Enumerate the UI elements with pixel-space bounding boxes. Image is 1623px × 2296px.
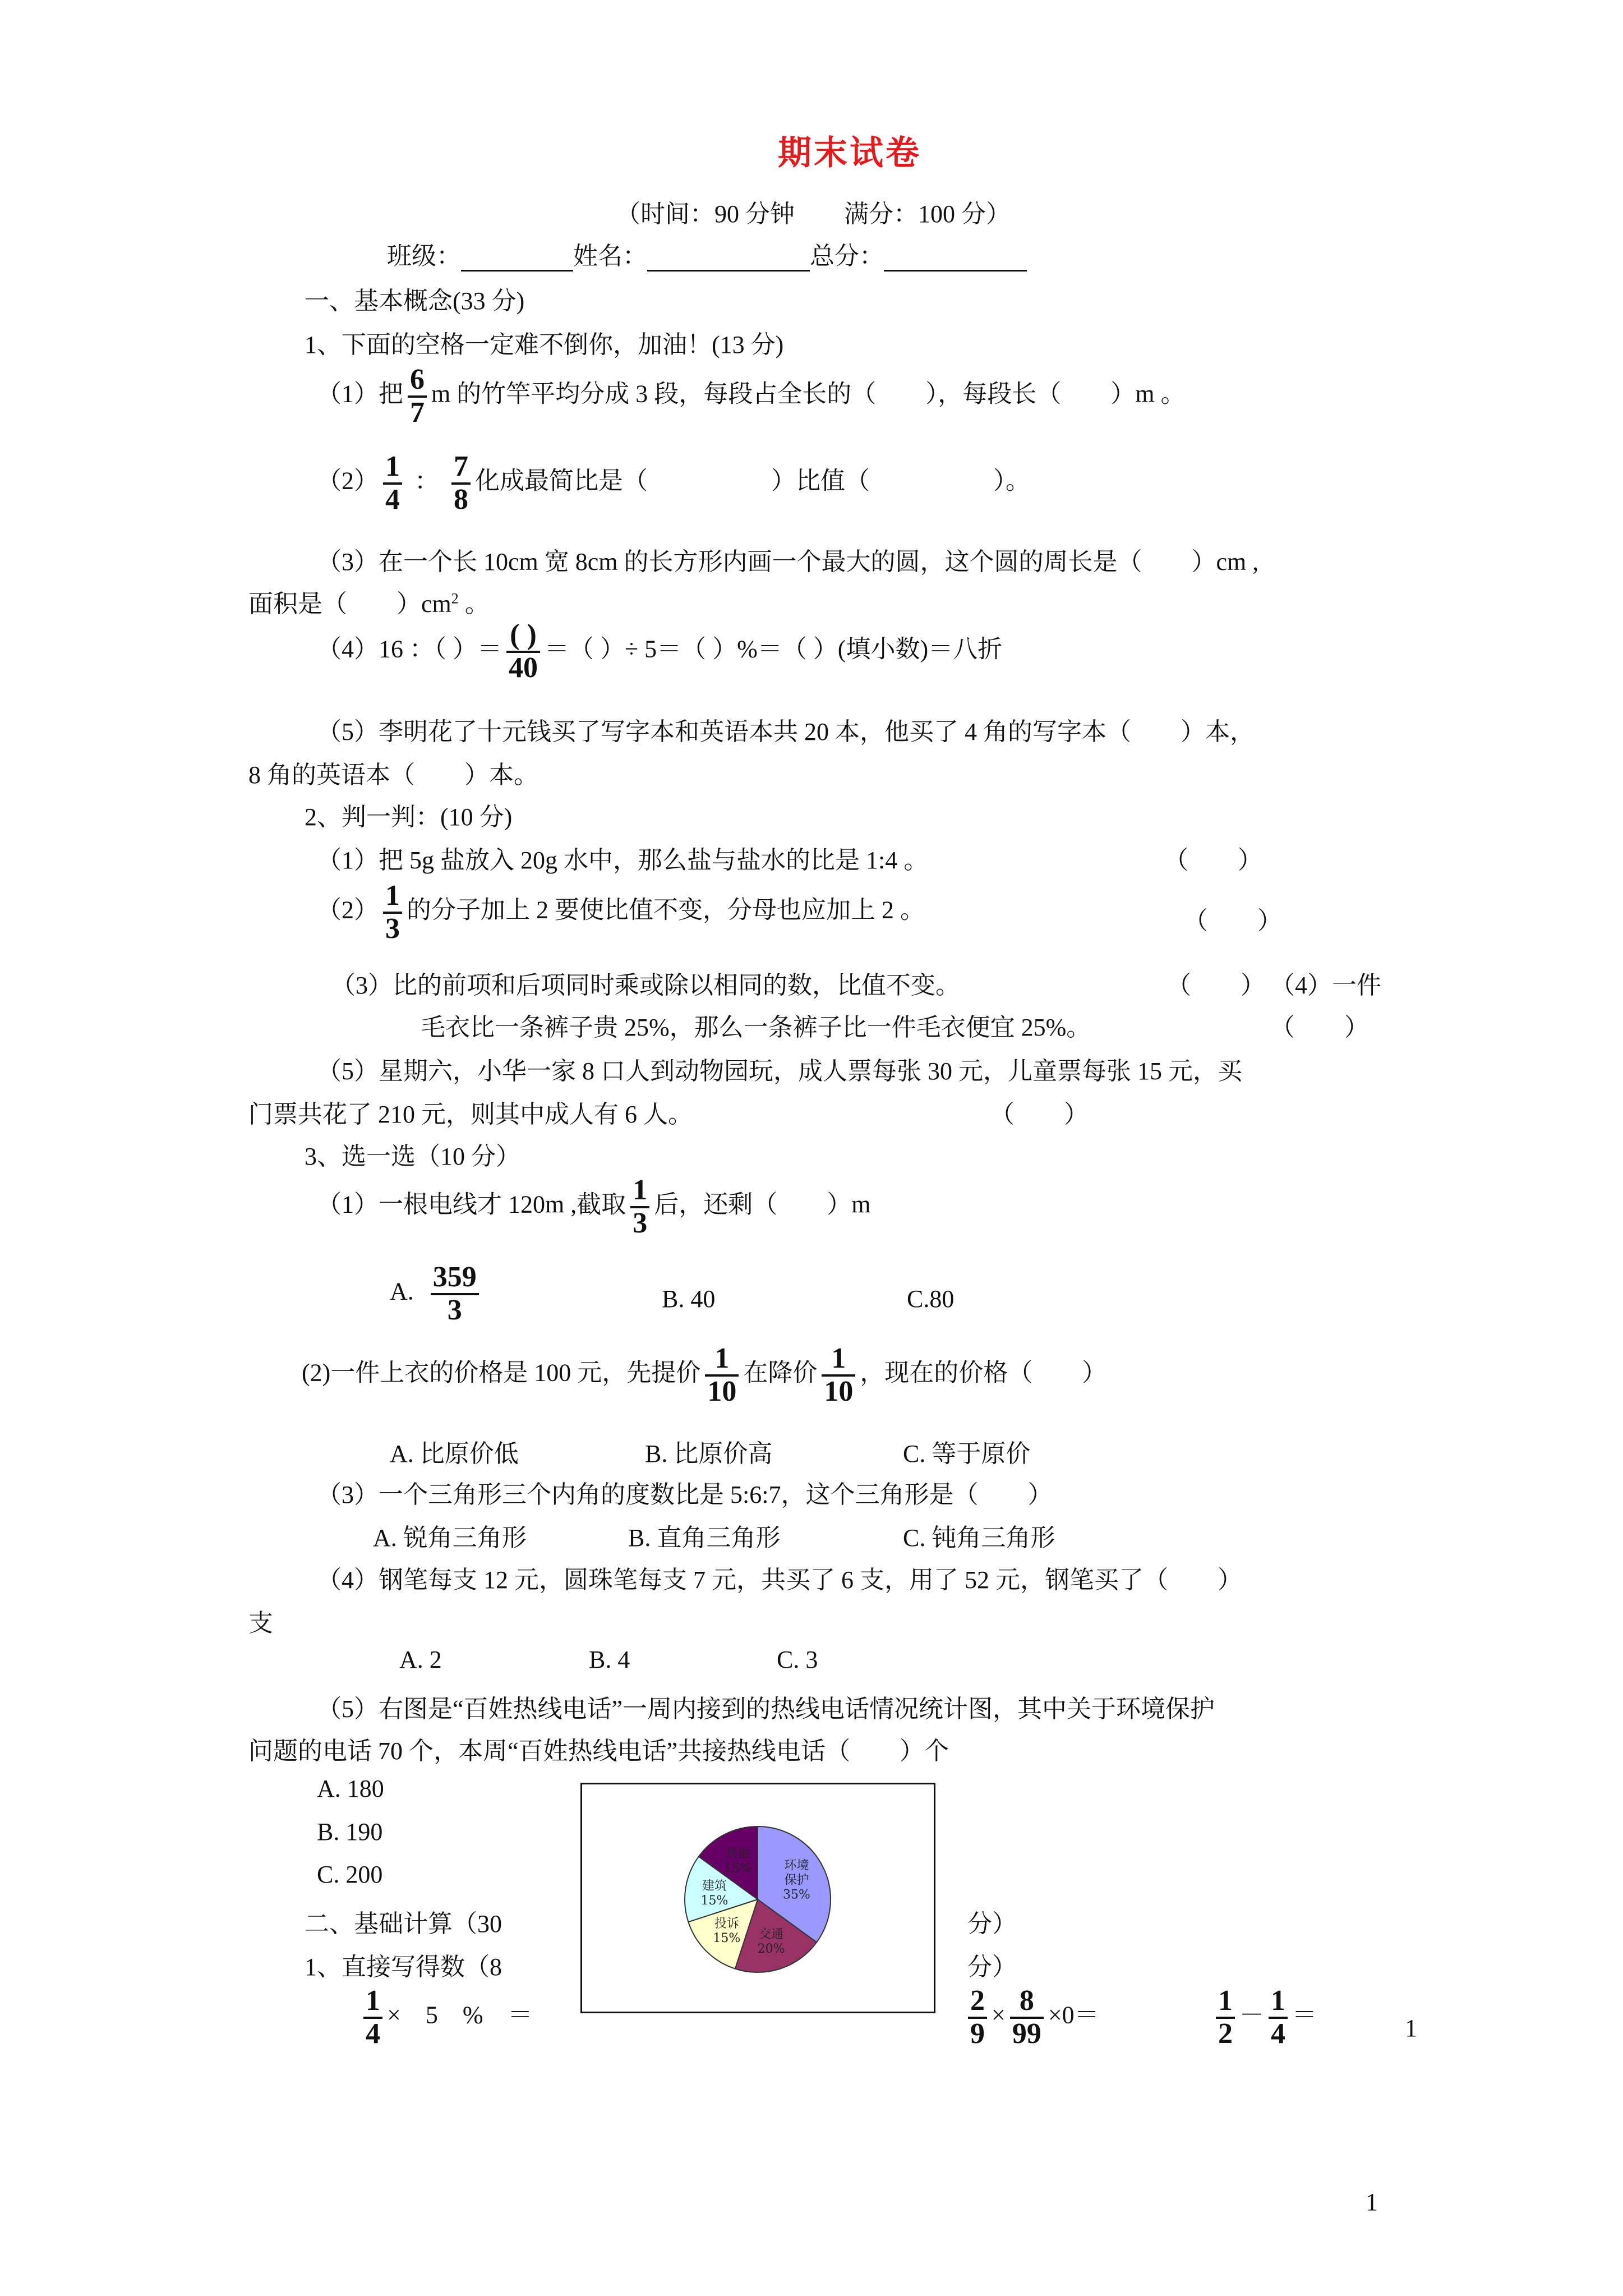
question-line: 8 角的英语本（ ）本。 [248, 761, 538, 789]
choice-item: （5）右图是“百姓热线电话”一周内接到的热线电话情况统计图，其中关于环境保护 [317, 1695, 1215, 1723]
slice-name-label: 建筑 [702, 1879, 727, 1893]
judge-item: （5）星期六，小华一家 8 口人到动物园玩，成人票每张 30 元，儿童票每张 15 元，买 [317, 1057, 1242, 1085]
slice-name-label: 投诉 [714, 1917, 739, 1931]
option-b[interactable]: B. 4 [589, 1646, 630, 1673]
question-item: （4）16 ：（ ）＝ $\frac{( )}{40}$ ＝（ ）÷ 5＝（ ）%＝（ ）(填小数)＝八折 [317, 619, 1003, 684]
option-b[interactable]: B. 190 [317, 1818, 383, 1846]
judge-item: 门票共花了 210 元，则其中成人有 6 人。 [248, 1101, 693, 1128]
question-item: （1）把 $\frac{6}{7}$ m 的竹竿平均分成 3 段，每段占全长的（ ），每段长（ ）m 。 [317, 364, 1186, 429]
judge-item: （4）一件 [1270, 972, 1381, 999]
pie-chart [580, 1783, 935, 2013]
info-fields [387, 236, 1027, 272]
answer-paren[interactable]: （ ） [990, 1101, 1089, 1128]
total-field[interactable] [884, 247, 1027, 272]
choice-item: (2)一件上衣的价格是 100 元，先提价 $\frac{1}{10}$ 在降价 $\frac{1}{10}$ ，现在的价格（ ） [302, 1342, 1107, 1407]
pie-chart-svg [582, 1784, 934, 2012]
judge-item: （3）比的前项和后项同时乘或除以相同的数，比值不变。 [331, 972, 960, 999]
fraction: $\frac{1}{4}$ [1269, 1986, 1288, 2049]
option-b[interactable]: B. 直角三角形 [628, 1524, 781, 1552]
fraction: $\frac{1}{3}$ [630, 1175, 649, 1239]
exam-subtitle: （时间：90 分钟 满分：100 分） [616, 200, 1011, 228]
option-b[interactable]: B. 40 [662, 1285, 716, 1313]
question-heading: 3、选一选（10 分） [305, 1143, 520, 1170]
page-title: 期末试卷 [778, 135, 921, 172]
slice-name-label: 交通 [759, 1927, 784, 1942]
slice-percent-label: 15% [724, 1861, 752, 1876]
page-number: 1 [1366, 2188, 1378, 2216]
class-label: 班级： [387, 242, 461, 270]
fraction: $\frac{6}{7}$ [408, 365, 427, 428]
question-heading: 1、直接写得数（8 [305, 1953, 502, 1981]
judge-item: （2） $\frac{1}{3}$ 的分子加上 2 要使比值不变，分母也应加上 2 。 [317, 880, 925, 945]
option-c[interactable]: C. 3 [777, 1646, 818, 1673]
option-c[interactable]: C. 200 [317, 1861, 383, 1888]
choice-item: 问题的电话 70 个，本周“百姓热线电话”共接热线电话（ ）个 [248, 1737, 949, 1765]
section-heading: 一、基本概念(33 分) [305, 287, 525, 315]
question-line: 面积是（ ）$cm^2$ 。 [248, 590, 490, 618]
option-a[interactable]: A. 比原价低 [390, 1440, 519, 1467]
section-heading-score: 分） [967, 1910, 1017, 1938]
fraction: $\frac{7}{8}$ [451, 452, 471, 515]
option-c[interactable]: C.80 [907, 1285, 955, 1313]
answer-paren[interactable]: （ ） [1183, 907, 1282, 935]
answer-paren[interactable]: （ ） [1164, 846, 1262, 874]
question-heading: 1、下面的空格一定难不倒你，加油！(13 分) [305, 331, 784, 358]
fraction: $\frac{359}{3}$ [431, 1262, 479, 1326]
slice-name-label: 环境 [784, 1858, 809, 1873]
choice-item: （3）一个三角形三个内角的度数比是 5:6:7，这个三角形是（ ） [317, 1481, 1053, 1508]
judge-item: 毛衣比一条裤子贵 25%，那么一条裤子比一件毛衣便宜 25%。 [421, 1014, 1091, 1041]
slice-percent-label: 15% [700, 1893, 728, 1908]
option-c[interactable]: C. 等于原价 [903, 1440, 1031, 1467]
calc-expression: 1 [1405, 2014, 1417, 2042]
name-field[interactable] [647, 247, 810, 272]
slice-percent-label: 20% [757, 1942, 785, 1957]
option-a[interactable]: A. 锐角三角形 [373, 1524, 527, 1552]
name-label: 姓名： [573, 242, 647, 270]
slice-percent-label: 15% [713, 1931, 741, 1946]
fraction: $\frac{1}{3}$ [383, 881, 402, 944]
total-label: 总分： [810, 242, 884, 270]
option-a[interactable]: A. 2 [399, 1646, 442, 1673]
section-heading: 二、基础计算（30 [305, 1910, 502, 1938]
answer-paren[interactable]: （ ） [1270, 1014, 1369, 1041]
question-heading: 2、判一判：(10 分) [305, 803, 513, 831]
option-a[interactable]: A. 180 [317, 1775, 384, 1802]
question-line: （3）在一个长 10cm 宽 8cm 的长方形内画一个最大的圆，这个圆的周长是（ ）cm , [317, 548, 1259, 576]
option-a[interactable]: A. $\frac{359}{3}$ [390, 1262, 483, 1326]
fraction: $\frac{1}{10}$ [705, 1343, 739, 1407]
option-c[interactable]: C. 钝角三角形 [903, 1524, 1055, 1552]
option-b[interactable]: B. 比原价高 [645, 1440, 773, 1467]
question-item: （2） $\frac{1}{4}$ ： $\frac{7}{8}$ 化成最简比是（ ）比值（ ）。 [317, 450, 1030, 516]
fraction: $\frac{1}{10}$ [822, 1343, 855, 1407]
fraction: $\frac{2}{9}$ [968, 1986, 987, 2049]
calc-expression: $\frac{2}{9}$ × $\frac{8}{99}$ ×0＝ [963, 1986, 1099, 2049]
fraction: $\frac{8}{99}$ [1010, 1986, 1044, 2049]
fraction: $\frac{( )}{40}$ [506, 620, 540, 683]
calc-expression: $\frac{1}{2}$ － $\frac{1}{4}$ ＝ [1211, 1986, 1317, 2049]
slice-percent-label: 35% [783, 1888, 810, 1902]
slice-name-label: 保护 [784, 1873, 809, 1888]
slice-name-label: 其他 [725, 1847, 750, 1861]
question-line: （5）李明花了十元钱买了写字本和英语本共 20 本，他买了 4 角的写字本（ ）本， [317, 718, 1255, 746]
judge-item: （1）把 5g 盐放入 20g 水中，那么盐与盐水的比是 1:4 。 [317, 846, 929, 874]
choice-item: （1）一根电线才 120m ,截取 $\frac{1}{3}$ 后，还剩（ ）m [317, 1174, 871, 1239]
fraction: $\frac{1}{4}$ [383, 452, 402, 515]
fraction: $\frac{1}{4}$ [363, 1986, 382, 2049]
class-field[interactable] [461, 247, 573, 272]
calc-expression: $\frac{1}{4}$ × 5 % ＝ [359, 1986, 532, 2049]
answer-paren[interactable]: （ ） [1166, 972, 1265, 999]
choice-item: 支 [248, 1609, 273, 1637]
question-heading-score: 分） [967, 1953, 1017, 1981]
choice-item: （4）钢笔每支 12 元，圆珠笔每支 7 元，共买了 6 支，用了 52 元，钢笔买了（ ） [317, 1566, 1242, 1594]
fraction: $\frac{1}{2}$ [1216, 1986, 1235, 2049]
